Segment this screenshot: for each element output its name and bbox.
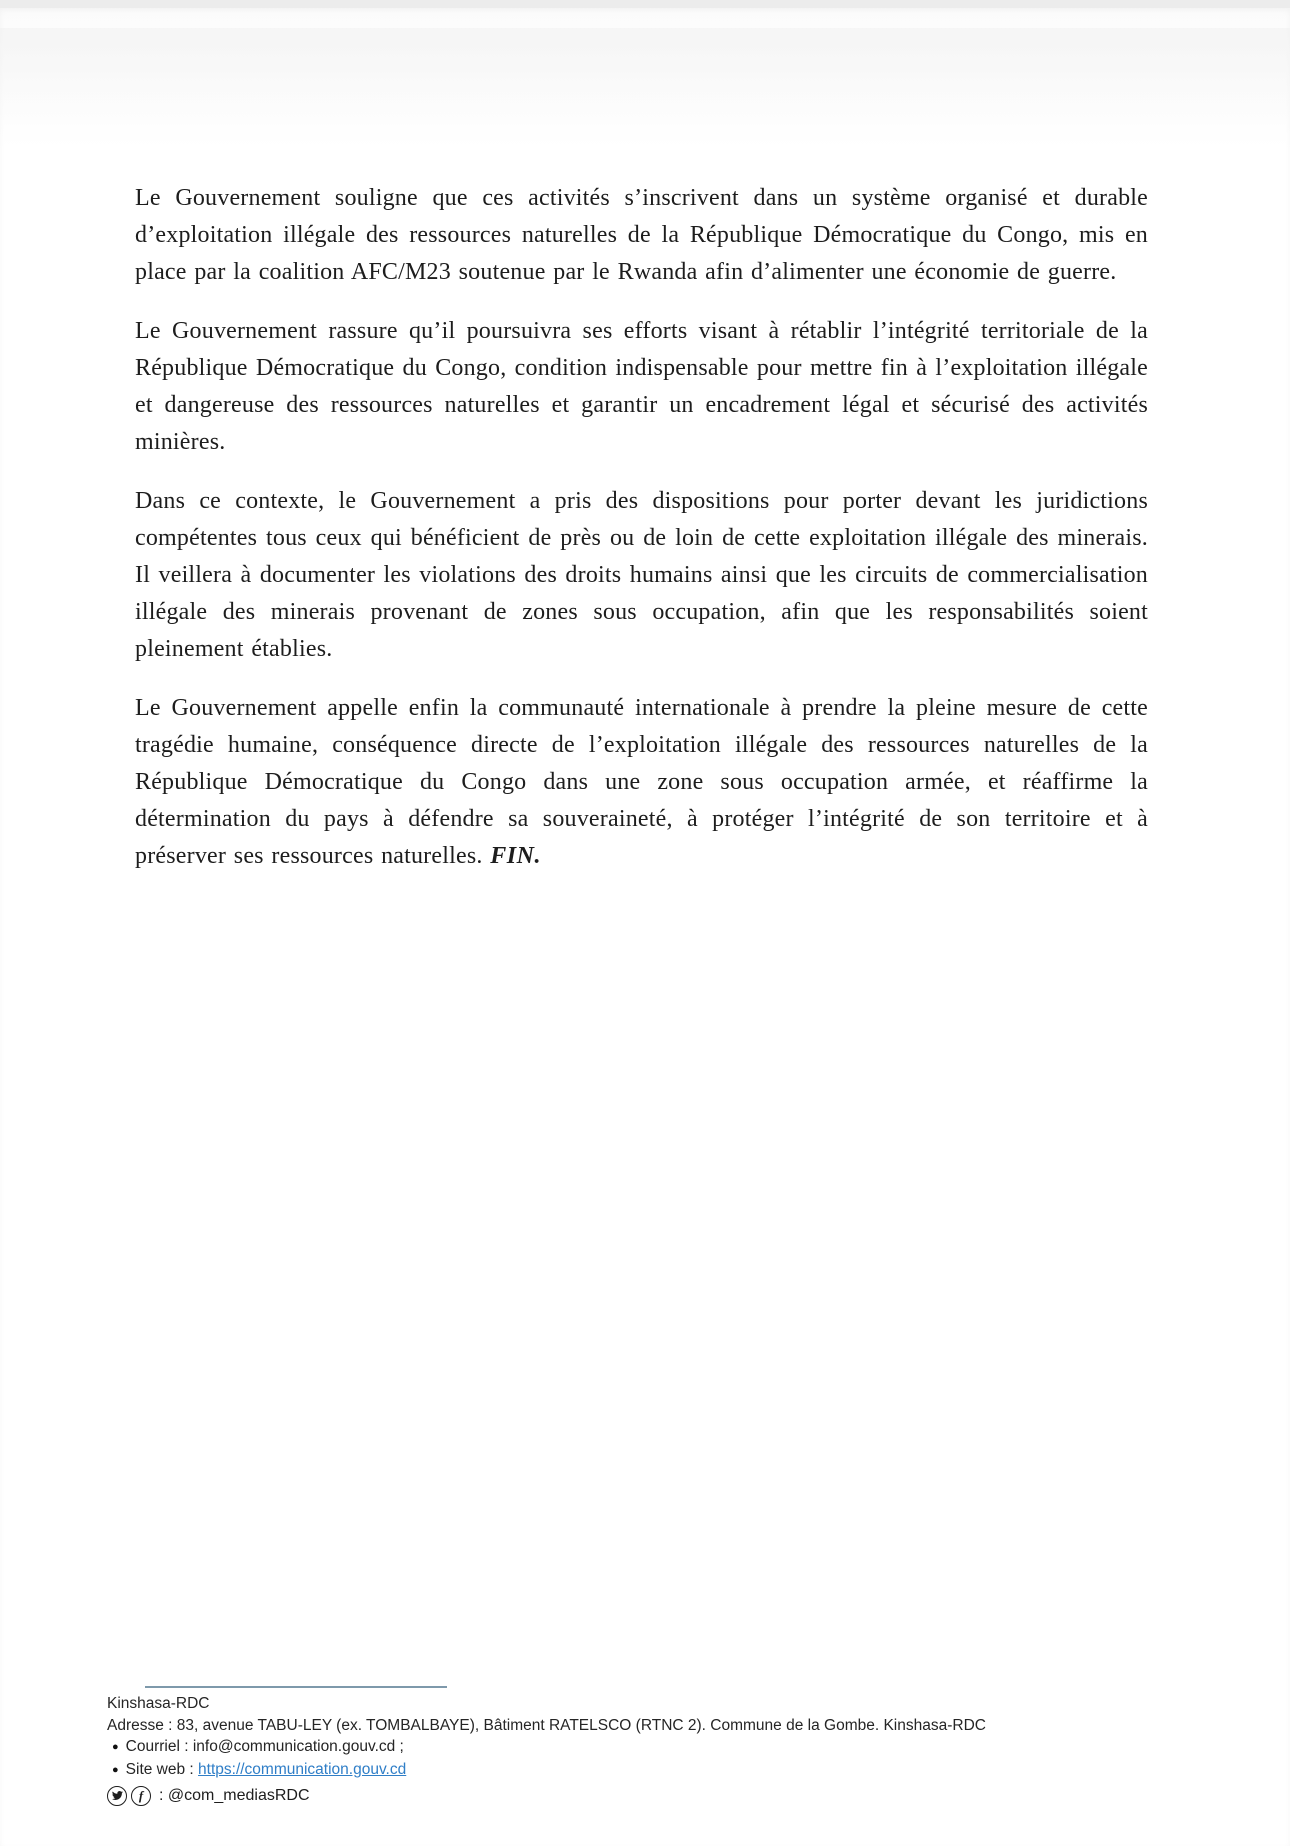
facebook-icon: f: [131, 1786, 151, 1806]
document-body: [135, 180, 1148, 897]
footer-website-label: Site web :: [125, 1760, 194, 1778]
bullet-icon: ●: [112, 1763, 119, 1776]
scan-haze: [0, 28, 1290, 148]
footer-address: Adresse : 83, avenue TABU-LEY (ex. TOMBALBAYE), Bâtiment RATELSCO (RTNC 2). Commune de la Gombe. Kinshasa-RDC: [107, 1716, 986, 1734]
footer-social-handle: : @com_mediasRDC: [159, 1787, 310, 1804]
footer: [107, 1686, 1197, 1807]
body-paragraph: Dans ce contexte, le Gouvernement a pris des dispositions pour porter devant les juridictions compétentes tous ceux qui bénéficient de près ou de loin de cette exploitation illégale des minerais. Il veillera à documenter les violations des droits humains ainsi que les circuits de commercialisation illégale des minerais provenant de zones sous occupation, afin que les responsabilités soient pleinement établies.: [135, 488, 1148, 662]
body-paragraph-text: Le Gouvernement appelle enfin la communauté internationale à prendre la pleine mesure de cette tragédie humaine, conséquence directe de l’exploitation illégale des ressources naturelles de la République Démocratique du Congo dans une zone sous occupation armée, et réaffirme la détermination du pays à défendre sa souveraineté, à protéger l’intégrité de son territoire et à préserver ses ressources naturelles.: [135, 695, 1148, 869]
footer-city: Kinshasa-RDC: [107, 1695, 210, 1712]
scan-top-strip: [0, 0, 1290, 8]
footer-email: Courriel : info@communication.gouv.cd ;: [125, 1738, 404, 1755]
body-paragraph: Le Gouvernement rassure qu’il poursuivra ses efforts visant à rétablir l’intégrité territoriale de la République Démocratique du Congo, condition indispensable pour mettre fin à l’exploitation illégale et dangereuse des ressources naturelles et garantir un encadrement légal et sécurisé des activités minières.: [135, 318, 1148, 455]
body-paragraph: [135, 690, 1148, 875]
footer-email-line: [107, 1736, 1197, 1759]
twitter-icon: [107, 1786, 127, 1806]
body-paragraph: Le Gouvernement souligne que ces activités s’inscrivent dans un système organisé et durable d’exploitation illégale des ressources naturelles de la République Démocratique du Congo, mis en place par la coalition AFC/M23 soutenue par le Rwanda afin d’alimenter une économie de guerre.: [135, 185, 1148, 285]
bullet-icon: ●: [112, 1741, 119, 1753]
footer-website-link[interactable]: https://communication.gouv.cd: [198, 1760, 407, 1778]
fin-label: FIN.: [490, 843, 541, 869]
footer-website-line: [107, 1759, 1197, 1782]
document-page: [0, 8, 1290, 1846]
footer-divider: [145, 1686, 447, 1688]
footer-social-row: [107, 1785, 1197, 1807]
